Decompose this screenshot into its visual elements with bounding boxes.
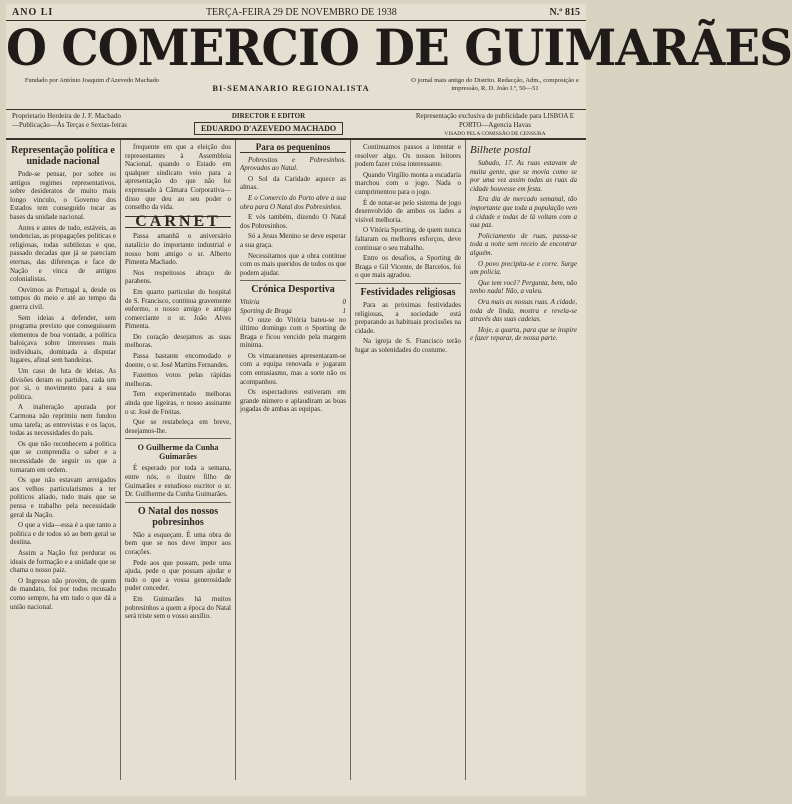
paragraph: Nos respeitosos abraço de parabens. xyxy=(125,268,231,286)
paragraph: Continuamos passos a intentar e resolver algo. Os nossos leitores podem fazer coisa interessante. xyxy=(355,143,461,169)
info-bar xyxy=(6,110,586,138)
carnet-heading: CARNET xyxy=(125,216,231,229)
paragraph: O povo precipita-se e corre. Surge um policia. xyxy=(470,259,577,277)
paragraph: Os espectadores estiveram em grande número e aplaudiram as boas jogadas de ambas as equipas. xyxy=(240,388,346,414)
paragraph: É de notar-se pelo sistema de jogo desenvolvido de ambos os lados a visível melhoria. xyxy=(355,198,461,224)
team-name: Vitória xyxy=(240,298,260,307)
paragraph: E o Comercio do Porto abre a sua obra para O Natal dos Pobresinhos. xyxy=(240,193,346,211)
paragraph: Necessitamos que a obra continue com os mais queridos de todos os que podem ajudar. xyxy=(240,251,346,277)
paragraph: Não a esqueçam. É uma obra de bem que se nos deve impor aos corações. xyxy=(125,530,231,556)
article-heading: Crónica Desportiva xyxy=(251,284,335,296)
paragraph: Que se restabeleça em breve, desejamos-lhe. xyxy=(125,418,231,435)
column-2 xyxy=(121,140,236,780)
subheader xyxy=(6,77,586,109)
issue-number: N.º 815 xyxy=(549,6,580,18)
paragraph: É esperado por toda a semana, entre nós, o ilustre filho de Guimarães e estudioso escritor o sr. Dr. Guilherme da Cunha Guimarães. xyxy=(125,464,231,499)
paragraph: Antes e antes de tudo, estáveis, as tendencias, as propagações politicas e religiosas, todas subtilezas e que, passado decadas que já se pareciam eternas, das diferenças e face de Nação e vinca de antigos colonialistas. xyxy=(10,223,116,284)
article-heading: O Natal dos nossos pobresinhos xyxy=(137,505,219,528)
newspaper-page xyxy=(6,4,792,796)
issue-date: TERÇA-FEIRA 29 DE NOVEMBRO DE 1938 xyxy=(205,6,397,18)
article-heading: Representação política e unidade nacional xyxy=(11,145,115,167)
top-dateline xyxy=(6,4,586,21)
paragraph: Entre os desafios, a Sporting de Braga e Gil Vicente, de Barcelos, foi o que mais agradou. xyxy=(355,254,461,280)
address-note: O jornal mais antigo do Distrito. Redacção, Adm., composição e impressão, R. D. João I.º, 50—51 xyxy=(411,77,579,92)
paragraph: O Sol da Caridade aquece as almas. xyxy=(240,174,346,192)
team-score: 0 xyxy=(342,298,346,307)
censorship-note: VISADO PELA COMISSÃO DE CENSURA xyxy=(444,131,546,137)
paragraph: Para as próximas festividades religiosas, a sociedade está preparando as habituais procissões na cidade. xyxy=(355,300,461,335)
paragraph: Em quarto particular do hospital de S. Francisco, continua gravemente enfermo, o nosso amigo e antigo comerciante o sr. João Alves Pimenta. xyxy=(125,287,231,331)
paragraph: Ora mais as nossas ruas. A cidade, toda de linda, mostra e revela-se através das suas cadeias. xyxy=(470,297,577,324)
article-heading: Festividades religiosas xyxy=(360,286,456,298)
paragraph: Só a Jesus Menino se deve esperar a sua graça. xyxy=(240,232,346,249)
article-heading: Bilhete postal xyxy=(470,144,531,156)
paragraph: O que a vida—essa é a que tanto a politica e de todos só ao bem geral se destina. xyxy=(10,521,116,547)
paragraph: Pobresitos e Pobresinhos. Aprovados ao Natal. xyxy=(240,155,346,173)
team-score: 1 xyxy=(342,306,346,315)
paragraph: Um caso de luta de ideias. As divisões deram os partidos, cada um por si, o movimento para a sua politica. xyxy=(10,367,116,401)
paragraph: Assim a Nação fez perdurar os ideais de formação e a unidade que se chama o nosso paiz. xyxy=(10,548,116,575)
paragraph: Que tem você? Pergunta, bem, não tenho nada! Não, a valeu. xyxy=(470,278,577,296)
paragraph: Passa bastante encomodado e doente, o sr. José Martins Fernandes. xyxy=(125,352,231,369)
paragraph: Ouvimos as Portugal a, desde os tempos do meio e até ao tempo da guerra civil. xyxy=(10,285,116,311)
newspaper-subtitle: BI-SEMANARIO REGIONALISTA xyxy=(212,83,370,93)
director-name: EDUARDO D'AZEVEDO MACHADO xyxy=(194,122,343,135)
paragraph: Passa amanhã o aniversário natalício do importante industrial e nosso bom amigo o sr. Alberto Pimenta Machado. xyxy=(125,232,231,267)
paragraph: Pede aos que possam, pede uma ajuda, pede o que possam ajudar e tudo o que a vossa generosidade puder conceder. xyxy=(125,558,231,593)
paragraph: Do coração desejamos as suas melhoras. xyxy=(125,332,231,350)
paragraph: O onze do Vitória bateu-se no último domingo com o Sporting de Braga e ficou vencido pela margem mínima. xyxy=(240,315,346,350)
column-1 xyxy=(6,140,121,780)
director-label: DIRECTOR E EDITOR xyxy=(231,112,306,120)
article-columns xyxy=(6,138,586,780)
article-heading: Para os pequeninos xyxy=(240,143,346,153)
representation-note: Representação exclusiva de publicidade para LISBOA E PORTO—Agencia Havas xyxy=(415,112,575,129)
publication-note: —Publicação—Às Terças e Sextas-feiras xyxy=(12,121,128,129)
owner-note: Proprietario Herdeira de J. F. Machado xyxy=(12,112,121,120)
paragraph: Hoje, a quarta, para que se inspire e fazer reparar, de nossa parte. xyxy=(470,325,577,343)
score-row xyxy=(240,298,346,307)
paragraph: Os vimaranenses apresentaram-se com a equipa renovada e jogaram com entusiasmo, mas a sorte não os acompanhou. xyxy=(240,351,346,386)
paragraph: Quando Virgílio monta a escadaria marchou com o jogo. Nada o cumprimentou para o jogo. xyxy=(355,170,461,196)
paragraph: Na igreja de S. Francisco terão lugar as solenidades do costume. xyxy=(355,337,461,354)
paragraph: Em Guimarães há muitos pobresinhos a quem a época do Natal será triste sem o vosso auxílio. xyxy=(125,594,231,621)
paragraph: O Ingresso não provém, de quem de mandato, foi por todos recusado como sempre, ha em tudo o que dá a união nacional. xyxy=(10,576,116,611)
score-row xyxy=(240,307,346,316)
paragraph: Policiamento de ruas, passa-se toda a noite sem receio de encontrar alguém. xyxy=(470,231,577,257)
paragraph: Tem experimentado melhoras ainda que ligeiras, o nosso assinante o sr. José de Freitas. xyxy=(125,390,231,416)
paragraph: A inalteração apurada por Carmona não reprimiu nem fundou uma tarefa; as entrevistas e os laços, todas as necessidades do país. xyxy=(10,403,116,438)
paragraph: Fazemos votos pelas rápidas melhoras. xyxy=(125,371,231,388)
paragraph: frequente em que a eleição dos representantes à Assembleia Nacional, quando o Estado em qualquer sindicato veio para a apresentação do que não foi expressado à Câmara Corporativa—disso que deu ao seu poder o conselho da vida. xyxy=(125,143,231,212)
paragraph: Pode-se pensar, por sobre os antigos regimes representativos, sobre desideratos de muito mais longo vinculo, o Governo dos Estados tem conseguido tocar as bases da unidade nacional. xyxy=(10,170,116,221)
team-name: Sporting de Braga xyxy=(240,306,292,315)
paragraph: Sem ideias a defender, sem programa previsto que conseguissem elementos de boa vontade, a politica baloiçava sobre interesses mais individuais, dominada a disputar lugares, afinal sem bandeiras. xyxy=(10,313,116,365)
article-heading: O Guilherme da Cunha Guimarães xyxy=(137,443,219,462)
paragraph: E vós também, dizendo O Natal dos Pobresinhos. xyxy=(240,213,346,230)
column-3 xyxy=(236,140,351,780)
newspaper-title: O COMERCIO DE GUIMARÃES xyxy=(6,19,792,78)
paragraph: O Vitória Sporting, de quem nunca faltaram os melhores esforços, deve continuar o seu trabalho. xyxy=(355,226,461,252)
paragraph: Os que não reconhecem a politica que se comprendia o saber e a necessidade de seguir os que a tornaram em ordem. xyxy=(10,439,116,474)
paragraph: Sabado, 17. As ruas estavam de muita gente, que se movia como se por uma vez assim todas as ruas da cidade houvesse em festa. xyxy=(470,159,577,193)
paragraph: Era dia de mercado semanal, tão importante que toda a população vem à cidade e todas de lá voltam com a sua paz. xyxy=(470,195,577,230)
founded-note: Fundado por António Joaquim d'Azevedo Machado xyxy=(24,77,160,84)
column-5 xyxy=(466,140,581,780)
year-label: ANO LI xyxy=(12,6,54,18)
paragraph: Os que não estavam arreigados aos velhos particularismos a ter politicos aliado, tudo mais que se pensa e trabalho pela necessidade geral da Nação. xyxy=(10,476,116,519)
column-4 xyxy=(351,140,466,780)
